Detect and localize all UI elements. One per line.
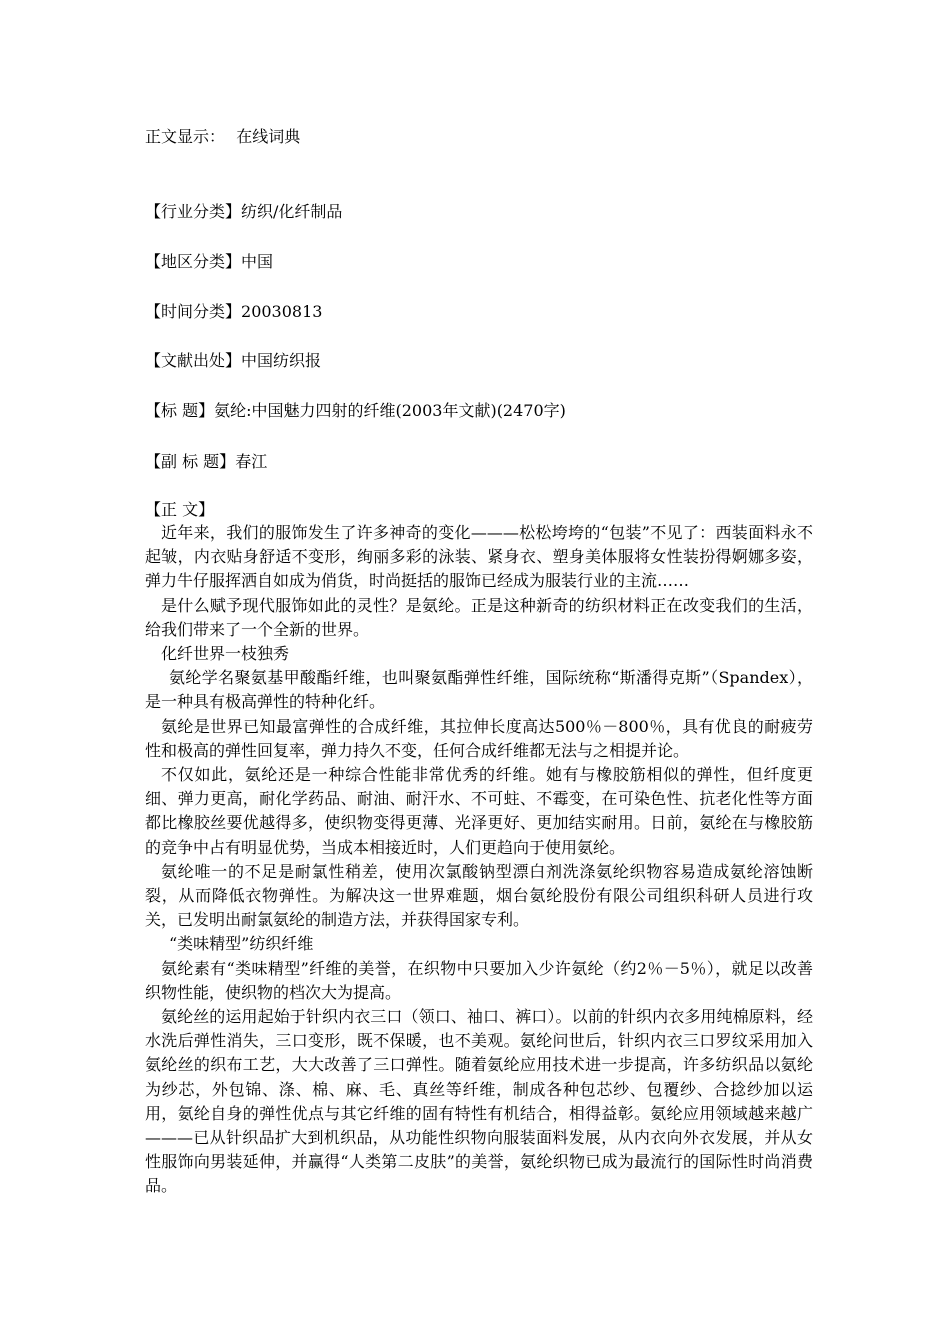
meta-label: 【地区分类】 (145, 252, 242, 271)
paragraph: 氨纶唯一的不足是耐氯性稍差，使用次氯酸钠型漂白剂洗涤氨纶织物容易造成氨纶溶蚀断裂，从而降低衣物弹性。为解决这一世界难题，烟台氨纶股份有限公司组织科研人员进行攻关，已发明出耐氯氨纶的制造方法，并获得国家专利。 (145, 861, 813, 930)
paragraph: 氨纶是世界已知最富弹性的合成纤维，其拉伸长度高达500％－800％，具有优良的耐疲劳性和极高的弹性回复率，弹力持久不变，任何合成纤维都无法与之相提并论。 (145, 716, 813, 760)
paragraph: 氨纶丝的运用起始于针织内衣三口（领口、袖口、裤口）。以前的针织内衣多用纯棉原料，经水洗后弹性消失，三口变形，既不保暖，也不美观。氨纶问世后，针织内衣三口罗纹采用加入氨纶丝的织布工艺，大大改善了三口弹性。随着氨纶应用技术进一步提高，许多纺织品以氨纶为纱芯，外包锦、涤、棉、麻、毛、真丝等纤维，制成各种包芯纱、包覆纱、合捻纱加以运用，氨纶自身的弹性优点与其它纤维的固有特性有机结合，相得益彰。氨纶应用领域越来越广———已从针织品扩大到机织品，从功能性织物向服装面料发展，从内衣向外衣发展，并从女性服饰向男装延伸，并赢得“人类第二皮肤”的美誉，氨纶织物已成为最流行的国际性时尚消费品。 (145, 1007, 813, 1196)
meta-label: 【时间分类】 (145, 302, 242, 321)
meta-label: 【副 标 题】 (145, 452, 236, 471)
paragraph: 不仅如此，氨纶还是一种综合性能非常优秀的纤维。她有与橡胶筋相似的弹性，但纤度更细、弹力更高，耐化学药品、耐油、耐汗水、不可蛀、不霉变，在可染色性、抗老化性等方面都比橡胶丝要优越得多，使织物变得更薄、光泽更好、更加结实耐用。日前，氨纶在与橡胶筋的竞争中占有明显优势，当成本相接近时，人们更趋向于使用氨纶。 (145, 765, 813, 857)
paragraph: 近年来，我们的服饰发生了许多神奇的变化———松松垮垮的“包装”不见了：西装面料永不起皱，内衣贴身舒适不变形，绚丽多彩的泳装、紧身衣、塑身美体服将女性装扮得婀娜多姿，弹力牛仔服挥洒自如成为俏货，时尚挺括的服饰已经成为服装行业的主流…… (145, 523, 813, 591)
meta-value: 纺织/化纤制品 (241, 202, 343, 221)
meta-title (145, 399, 815, 423)
display-mode-label: 正文显示： (145, 127, 226, 146)
meta-subtitle (145, 450, 815, 474)
paragraph: 氨纶学名聚氨基甲酸酯纤维，也叫聚氨酯弹性纤维，国际统称“斯潘得克斯”（Spandex），是一种具有极高弹性的特种化纤。 (145, 668, 813, 712)
display-mode-line (145, 125, 815, 149)
meta-region (145, 250, 815, 274)
meta-time (145, 300, 815, 324)
section-heading: 化纤世界一枝独秀 (161, 644, 290, 664)
meta-value: 氨纶:中国魅力四射的纤维(2003年文献)(2470字) (214, 401, 566, 420)
meta-source (145, 349, 815, 373)
meta-value: 20030813 (241, 302, 323, 321)
meta-value: 春江 (235, 452, 268, 471)
article-body (145, 521, 813, 1199)
meta-label: 【文献出处】 (145, 351, 242, 370)
meta-label: 【行业分类】 (145, 202, 242, 221)
meta-value: 中国 (241, 252, 274, 271)
paragraph: 是什么赋予现代服饰如此的灵性？是氨纶。正是这种新奇的纺织材料正在改变我们的生活，给我们带来了一个全新的世界。 (145, 595, 813, 639)
display-mode-value: 在线词典 (236, 127, 301, 146)
meta-label: 【标 题】 (145, 401, 215, 420)
meta-industry (145, 200, 815, 224)
paragraph: 氨纶素有“类味精型”纤维的美誉，在织物中只要加入少许氨纶（约2％－5％），就足以改善织物性能，使织物的档次大为提高。 (145, 958, 813, 1002)
section-heading: “类味精型”纺织纤维 (169, 934, 314, 954)
body-label: 【正 文】 (145, 500, 215, 519)
meta-value: 中国纺织报 (241, 351, 322, 370)
